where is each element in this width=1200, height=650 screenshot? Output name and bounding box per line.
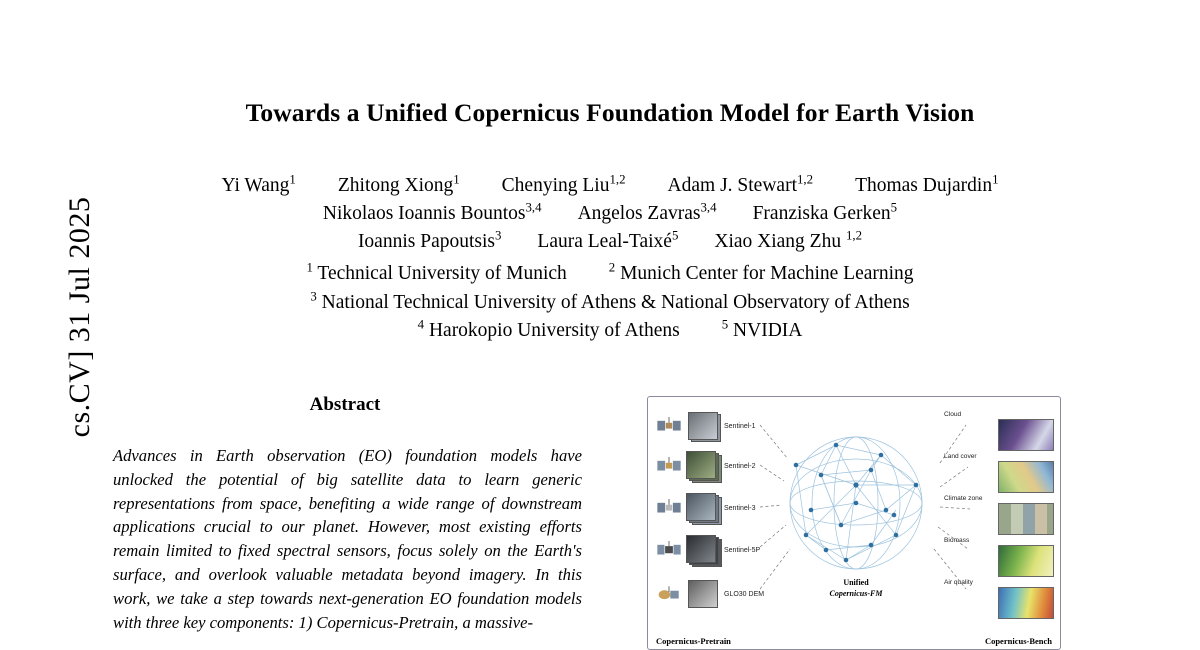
satellite-icon [656,497,682,519]
figure-caption-right: Copernicus-Bench [984,636,1052,646]
abstract-heading: Abstract [309,394,381,415]
affiliation-list [110,260,1110,346]
author: Chenying Liu$^{1,2}$ [501,172,626,196]
author-row [110,172,1110,200]
sensor-row [656,535,760,565]
affiliation-row [110,317,1110,346]
output-thumbnail [998,587,1054,619]
author: Nikolaos Ioannis Bountos$^{3,4}$ [322,200,542,224]
affiliation: $^5$ NVIDIA [721,317,803,341]
arxiv-stamp [0,0,120,648]
author: Zhitong Xiong$^1$ [337,172,460,196]
affiliation-row [110,260,1110,289]
author-row [110,200,1110,228]
sensor-label: Sentinel-1 [724,422,756,430]
benchmark-output [942,411,1054,456]
sensor-label: Sentinel-3 [724,504,756,512]
author-affiliation-marker: 1,2 [845,228,863,243]
globe-network-icon [776,415,936,593]
output-thumbnail [998,419,1054,451]
author: Ioannis Papoutsis$^3$ [357,228,502,252]
satellite-icon [656,455,682,477]
output-label: Air quality [944,579,973,586]
image-thumbnail-stack [686,579,720,609]
figure-center-label [776,577,936,599]
author-affiliation-marker: 1 [289,172,296,187]
output-thumbnail [998,545,1054,577]
output-label: Land cover [944,453,977,460]
author: Xiao Xiang Zhu $^{1,2}$ [714,228,863,252]
author-affiliation-marker: 5 [890,200,898,215]
affiliation: $^1$ Technical University of Munich [306,260,567,284]
affiliation: $^2$ Munich Center for Machine Learning [608,260,914,284]
author: Angelos Zavras$^{3,4}$ [577,200,717,224]
author: Yi Wang$^1$ [221,172,296,196]
author-affiliation-marker: 1,2 [609,172,626,187]
figure-caption-left: Copernicus-Pretrain [656,636,731,646]
page-title: Towards a Unified Copernicus Foundation Model for Earth Vision [245,98,975,127]
output-label: Cloud [944,411,962,418]
author-affiliation-marker: 3,4 [700,200,717,215]
center-label-line1: Unified [843,578,869,587]
author-affiliation-marker: 5 [671,228,679,243]
author: Franziska Gerken$^5$ [752,200,898,224]
benchmark-output [942,537,1054,582]
affiliation: $^4$ Harokopio University of Athens [417,317,680,341]
author-affiliation-marker: 1 [992,172,999,187]
output-thumbnail [998,503,1054,535]
abstract-text: Advances in Earth observation (EO) foundation models have unlocked the potential of big satellite data to learn generic representations from space, benefiting a wide range of downstream applications crucial to our planet. However, most existing efforts remain limited to fixed spectral sensors, focus solely on the Earth's surface, and overlook valuable metadata beyond imagery. In this work, we take a step towards next-generation EO foundation models with three key components: 1) Copernicus-Pretrain, a massive- [113,446,582,632]
author: Laura Leal-Taixé$^5$ [537,228,679,252]
sensor-row [656,493,756,523]
sensor-label: Sentinel-5P [724,546,761,554]
author-list [110,172,1110,256]
author-affiliation-marker: 3,4 [525,200,542,215]
center-label-line2: Copernicus-FM [829,589,883,598]
image-thumbnail-stack [686,493,720,523]
author-row [110,228,1110,256]
image-thumbnail-stack [686,411,720,441]
benchmark-output [942,453,1054,498]
paper-page [110,0,1110,648]
satellite-icon [656,539,682,561]
author-affiliation-marker: 1 [453,172,460,187]
benchmark-output [942,579,1054,624]
image-thumbnail-stack [686,535,720,565]
teaser-figure [647,396,1061,650]
sensor-row [656,451,756,481]
sensor-row [656,579,764,609]
output-label: Climate zone [944,495,983,502]
author: Adam J. Stewart$^{1,2}$ [667,172,814,196]
sensor-row [656,411,756,441]
sensor-label: GLO30 DEM [724,590,765,598]
satellite-icon [656,583,682,605]
author-affiliation-marker: 3 [494,228,502,243]
globe-graph [776,415,936,593]
author-affiliation-marker: 1,2 [796,172,814,187]
author: Thomas Dujardin$^1$ [855,172,999,196]
arxiv-stamp-text: cs.CV] 31 Jul 2025 [63,196,96,438]
image-thumbnail-stack [686,451,720,481]
sensor-label: Sentinel-2 [724,462,756,470]
benchmark-output [942,495,1054,540]
satellite-icon [656,415,682,437]
affiliation: $^3$ National Technical University of Athens & National Observatory of Athens [310,289,910,313]
output-thumbnail [998,461,1054,493]
output-label: Biomass [944,537,970,544]
affiliation-row [110,289,1110,318]
